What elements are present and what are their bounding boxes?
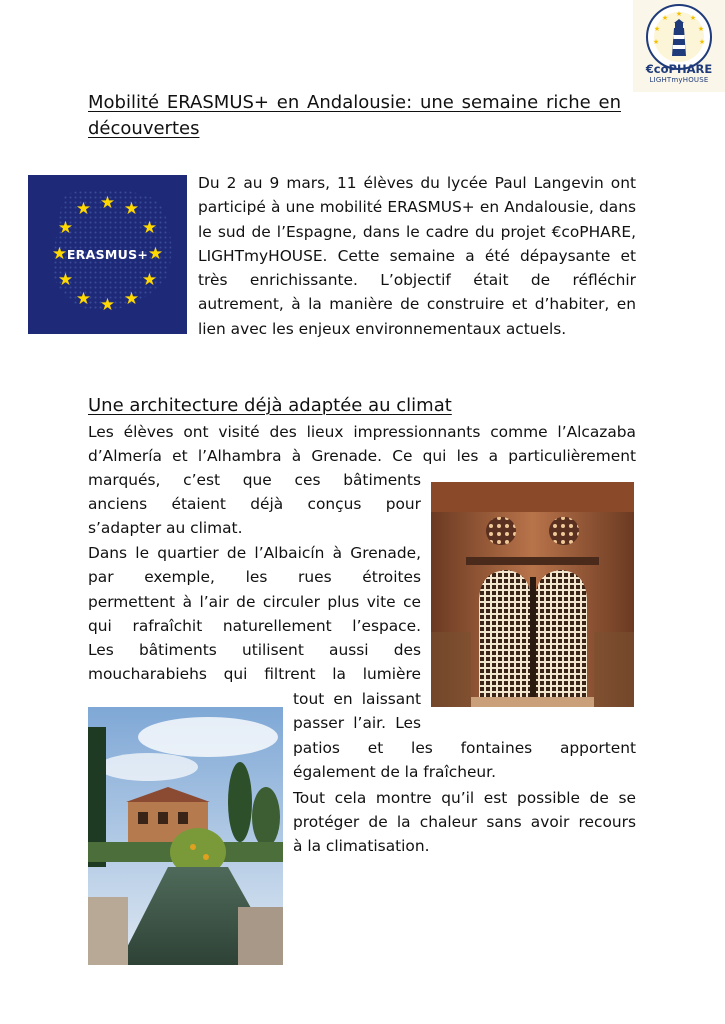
- text-line: moucharabiehs qui filtrent la lumière: [88, 665, 421, 683]
- eu-star-icon: ★: [57, 270, 74, 290]
- text-line: permettent à l’air de circuler plus vite ce: [88, 593, 421, 611]
- text-line: patios et les fontaines apportent: [293, 739, 636, 757]
- eu-star-icon: ★: [141, 270, 158, 290]
- text-line: d’Almería et l’Alhambra à Grenade. Ce qui les a particulièrement: [88, 447, 636, 465]
- ecophare-logo: [633, 0, 725, 92]
- svg-text:★: ★: [661, 14, 669, 22]
- eu-star-icon: ★: [99, 193, 116, 213]
- moucharabieh-window-photo: [431, 482, 634, 707]
- text-line: anciens étaient déjà conçus pour: [88, 495, 421, 513]
- text-line: passer l’air. Les: [293, 714, 421, 732]
- text-line: à la climatisation.: [293, 837, 430, 855]
- alhambra-garden-photo: [88, 707, 283, 965]
- eu-star-icon: ★: [141, 218, 158, 238]
- svg-text:★: ★: [675, 10, 683, 18]
- intro-paragraph: Du 2 au 9 mars, 11 élèves du lycée Paul Langevin ont participé à une mobilité ERASMUS+ en Andalousie, dans le sud de l’Espagne, dans le cadre du projet €coPHARE, LIGHTmyHOUSE. Cette semaine a été dépaysante et très enrichissante. L’objectif était de réfléchir autrement, à la manière de construire et d’habiter, en lien avec les enjeux environnementaux actuels.: [198, 174, 636, 338]
- text-line: Les bâtiments utilisent aussi des: [88, 641, 421, 659]
- text-line: par exemple, les rues étroites: [88, 568, 421, 586]
- erasmus-logo-image: [28, 175, 187, 334]
- text-line: Les élèves ont visité des lieux impressionnants comme l’Alcazaba: [88, 423, 636, 441]
- section-title: Une architecture déjà adaptée au climat: [88, 395, 452, 416]
- eu-star-icon: ★: [99, 295, 116, 315]
- logo-subtitle: LIGHTmyHOUSE: [649, 76, 709, 84]
- svg-text:★: ★: [689, 14, 697, 22]
- text-line: tout en laissant: [293, 690, 421, 708]
- eu-star-icon: ★: [57, 218, 74, 238]
- eu-star-icon: ★: [123, 289, 140, 309]
- logo-brand: €coPHARE: [645, 62, 713, 76]
- text-line: marqués, c’est que ces bâtiments: [88, 471, 421, 489]
- svg-text:★: ★: [697, 25, 705, 33]
- text-line: également de la fraîcheur.: [293, 763, 496, 781]
- eu-star-icon: ★: [147, 244, 164, 264]
- eu-star-icon: ★: [51, 244, 68, 264]
- eu-star-icon: ★: [123, 199, 140, 219]
- article-title: Mobilité ERASMUS+ en Andalousie: une semaine riche en découvertes: [88, 92, 621, 139]
- svg-text:★: ★: [652, 38, 660, 46]
- erasmus-label: ERASMUS+: [66, 247, 149, 262]
- lighthouse-icon: [648, 6, 710, 68]
- text-line: qui rafraîchit naturellement l’espace.: [88, 617, 421, 635]
- svg-text:★: ★: [653, 25, 661, 33]
- svg-text:★: ★: [698, 38, 706, 46]
- text-line: Dans le quartier de l’Albaicín à Grenade,: [88, 544, 421, 562]
- eu-star-icon: ★: [75, 289, 92, 309]
- logo-circle: [646, 4, 712, 70]
- eu-star-icon: ★: [75, 199, 92, 219]
- text-line: Tout cela montre qu’il est possible de se: [293, 789, 636, 807]
- text-line: protéger de la chaleur sans avoir recours: [293, 813, 636, 831]
- text-line: s’adapter au climat.: [88, 519, 243, 537]
